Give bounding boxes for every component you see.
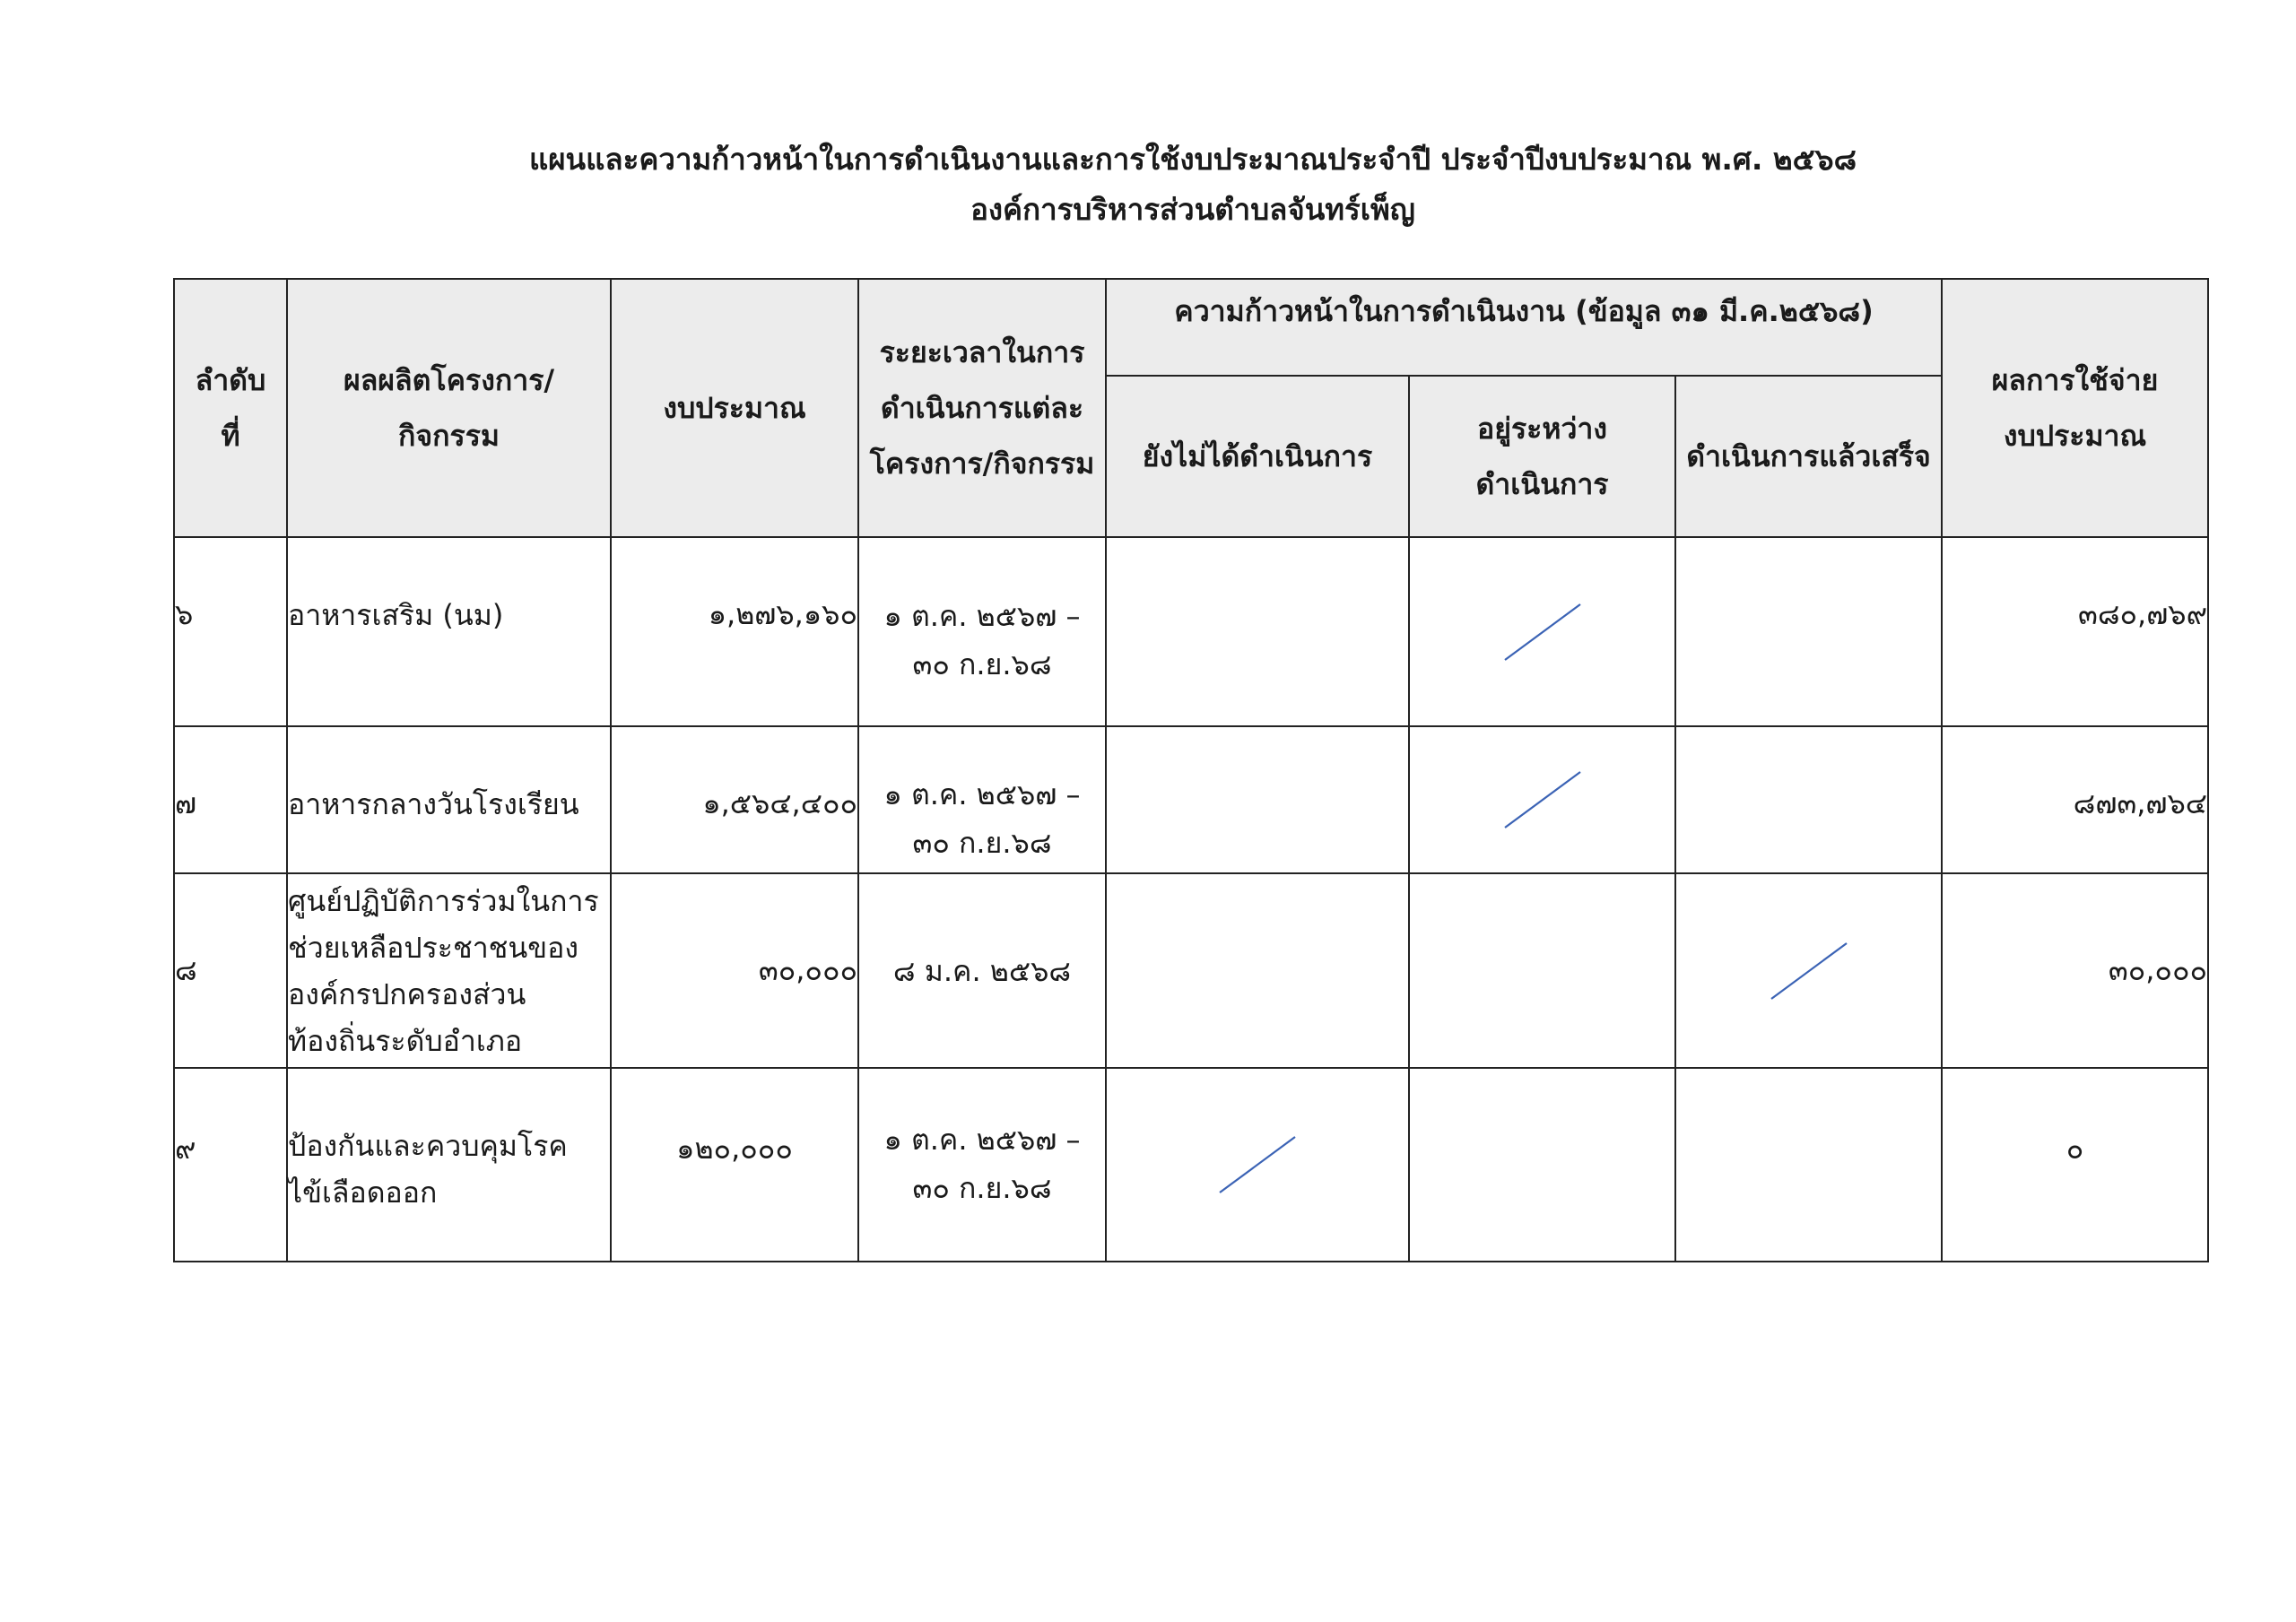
row-no: ๙ bbox=[174, 1068, 287, 1262]
title-line-1: แผนและความก้าวหน้าในการดำเนินงานและการใช้งบประมาณประจำปี ประจำปีงบประมาณ พ.ศ. ๒๕๖๘ bbox=[528, 142, 1857, 177]
row-period: ๘ ม.ค. ๒๕๖๘ bbox=[858, 873, 1106, 1068]
status-completed-cell bbox=[1675, 873, 1942, 1068]
title-line-2: องค์การบริหารส่วนตำบลจันทร์เพ็ญ bbox=[970, 192, 1415, 227]
row-no: ๘ bbox=[174, 873, 287, 1068]
row-spent: ๓๘๐,๗๖๙ bbox=[1942, 537, 2208, 726]
row-budget: ๑,๒๗๖,๑๖๐ bbox=[611, 537, 858, 726]
header-in-progress: อยู่ระหว่าง ดำเนินการ bbox=[1409, 376, 1675, 537]
status-completed-cell bbox=[1675, 537, 1942, 726]
row-no: ๗ bbox=[174, 726, 287, 873]
row-project: ป้องกันและควบคุมโรค ไข้เลือดออก bbox=[287, 1068, 611, 1262]
row-period: ๑ ต.ค. ๒๕๖๗ – ๓๐ ก.ย.๖๘ bbox=[858, 537, 1106, 726]
status-in-progress-cell bbox=[1409, 537, 1675, 726]
row-spent: ๘๗๓,๗๖๔ bbox=[1942, 726, 2208, 873]
progress-table bbox=[173, 278, 2209, 1262]
row-project: อาหารเสริม (นม) bbox=[287, 537, 611, 726]
status-in-progress-cell bbox=[1409, 873, 1675, 1068]
header-period: ระยะเวลาในการ ดำเนินการแต่ละ โครงการ/กิจกรรม bbox=[858, 279, 1106, 537]
table-row bbox=[174, 537, 2208, 726]
status-completed-cell bbox=[1675, 726, 1942, 873]
header-completed: ดำเนินการแล้วเสร็จ bbox=[1675, 376, 1942, 537]
row-period: ๑ ต.ค. ๒๕๖๗ – ๓๐ ก.ย.๖๘ bbox=[858, 726, 1106, 873]
check-slash-icon bbox=[1500, 768, 1586, 831]
status-in-progress-cell bbox=[1409, 1068, 1675, 1262]
row-project: ศูนย์ปฏิบัติการร่วมในการ ช่วยเหลือประชาชนของ องค์กรปกครองส่วน ท้องถิ่นระดับอำเภอ bbox=[287, 873, 611, 1068]
row-no: ๖ bbox=[174, 537, 287, 726]
row-budget: ๓๐,๐๐๐ bbox=[611, 873, 858, 1068]
header-no: ลำดับ ที่ bbox=[174, 279, 287, 537]
status-not-started-cell bbox=[1106, 873, 1409, 1068]
row-project: อาหารกลางวันโรงเรียน bbox=[287, 726, 611, 873]
header-not-started: ยังไม่ได้ดำเนินการ bbox=[1106, 376, 1409, 537]
row-spent: ๓๐,๐๐๐ bbox=[1942, 873, 2208, 1068]
status-completed-cell bbox=[1675, 1068, 1942, 1262]
header-progress-group: ความก้าวหน้าในการดำเนินงาน (ข้อมูล ๓๑ มี.ค.๒๕๖๘) bbox=[1106, 279, 1942, 376]
row-spent: ๐ bbox=[1942, 1068, 2208, 1262]
check-slash-icon bbox=[1766, 940, 1852, 1002]
row-period: ๑ ต.ค. ๒๕๖๗ – ๓๐ ก.ย.๖๘ bbox=[858, 1068, 1106, 1262]
table-row bbox=[174, 726, 2208, 873]
table-row bbox=[174, 873, 2208, 1068]
row-budget: ๑,๕๖๔,๔๐๐ bbox=[611, 726, 858, 873]
status-not-started-cell bbox=[1106, 1068, 1409, 1262]
status-in-progress-cell bbox=[1409, 726, 1675, 873]
check-slash-icon bbox=[1500, 601, 1586, 664]
status-not-started-cell bbox=[1106, 537, 1409, 726]
header-spent: ผลการใช้จ่าย งบประมาณ bbox=[1942, 279, 2208, 537]
row-budget: ๑๒๐,๐๐๐ bbox=[611, 1068, 858, 1262]
header-project: ผลผลิตโครงการ/ กิจกรรม bbox=[287, 279, 611, 537]
table-row bbox=[174, 1068, 2208, 1262]
document-title bbox=[0, 134, 2296, 235]
status-not-started-cell bbox=[1106, 726, 1409, 873]
header-budget: งบประมาณ bbox=[611, 279, 858, 537]
check-slash-icon bbox=[1214, 1133, 1300, 1196]
